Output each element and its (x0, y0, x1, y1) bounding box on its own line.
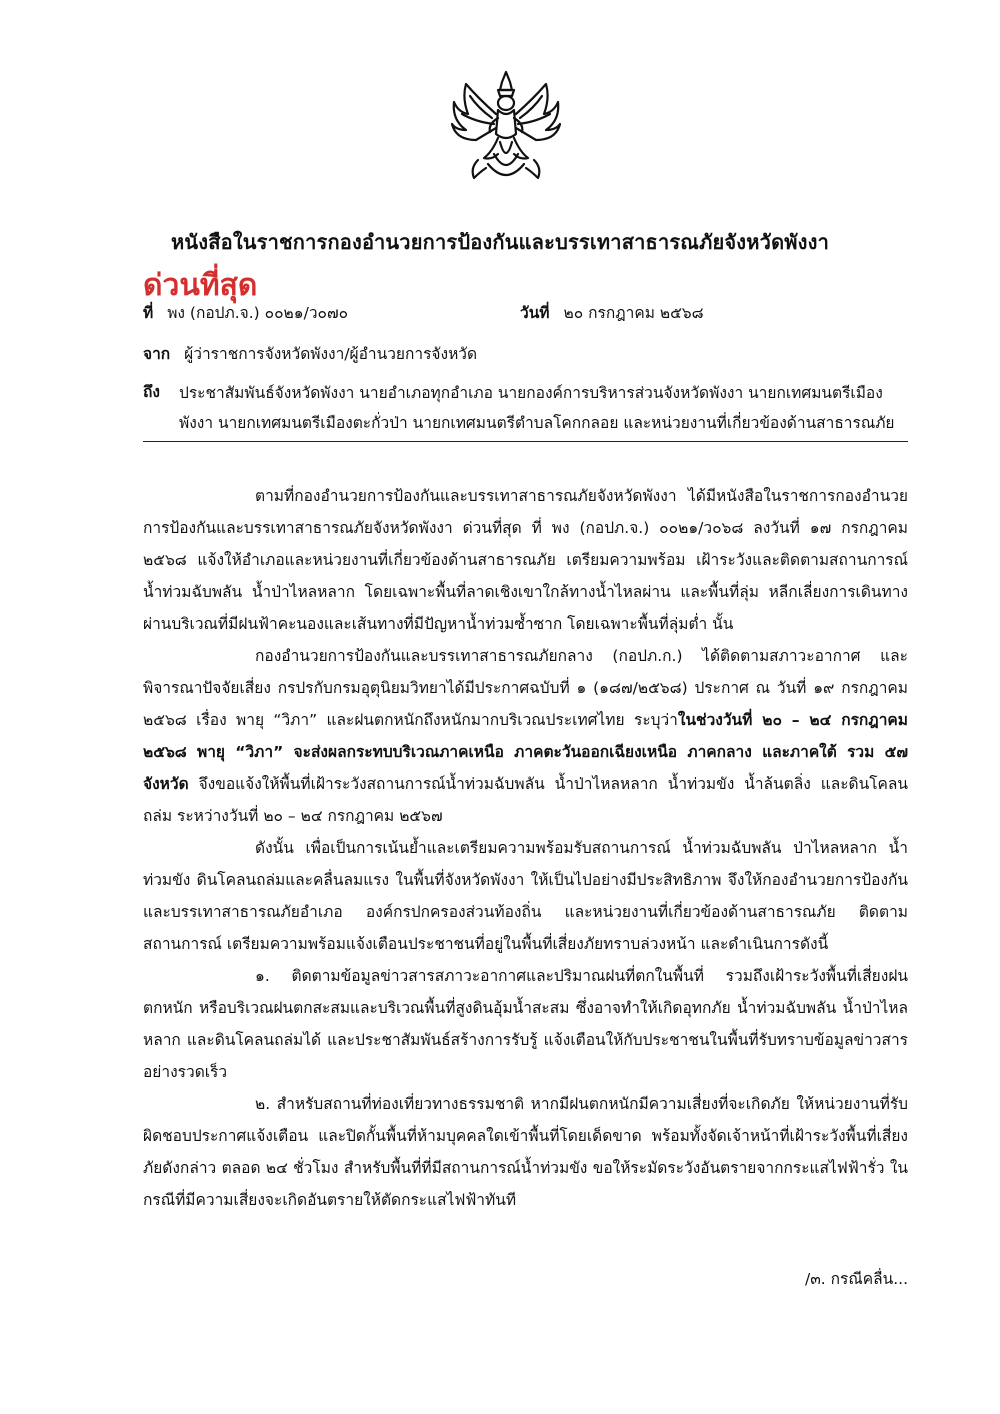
document-date-value: ๒๐ กรกฎาคม ๒๕๖๘ (563, 304, 704, 322)
paragraph-4: ๑. ติดตามข้อมูลข่าวสารสภาวะอากาศและปริมาณฝนที่ตกในพื้นที่ รวมถึงเฝ้าระวังพื้นที่เสี่ยงฝนตกหนัก หรือบริเวณฝนตกสะสมและบริเวณพื้นที่สูงดินอุ้มน้ำสะสม ซึ่งอาจทำให้เกิดอุทกภัย น้ำท่วมฉับพลัน น้ำป่าไหลหลาก และดินโคลนถล่มได้ และประชาสัมพันธ์สร้างการรับรู้ แจ้งเตือนให้กับประชาชนในพื้นที่รับทราบข้อมูลข่าวสารอย่างรวดเร็ว (143, 967, 908, 1081)
document-title: หนังสือในราชการกองอำนวยการป้องกันและบรรเทาสาธารณภัยจังหวัดพังงา (170, 230, 830, 254)
document-number-value: พง (กอปภ.จ.) ๐๐๒๑/ว๐๗๐ (167, 304, 349, 322)
paragraph-2-intro: กองอำนวยการป้องกันและบรรเทาสาธารณภัยกลาง (กอปภ.ก.) ได้ติดตามสภาวะอากาศ และพิจารณาปัจจัยเสี่ยง กรปรกับกรมอุตุนิยมวิทยาได้มีประกาศฉบับที่ ๑ (๑๘๗/๒๕๖๘) ประกาศ ณ วันที่ ๑๙ กรกฎาคม ๒๕๖๘ เรื่อง พายุ “วิภา” และฝนตกหนักถึงหนักมากบริเวณประเทศไทย ระบุว่า (143, 647, 908, 729)
document-body (143, 480, 908, 1216)
from-line (143, 347, 477, 363)
from-label: จาก (143, 345, 171, 363)
urgency-label: ด่วนที่สุด (143, 268, 258, 303)
paragraph-2 (143, 640, 908, 832)
garuda-emblem-icon (448, 68, 564, 188)
document-number (143, 306, 348, 322)
from-value: ผู้ว่าราชการจังหวัดพังงา/ผู้อำนวยการจังหวัด (184, 345, 478, 363)
header-divider (143, 441, 908, 442)
document-number-label: ที่ (143, 304, 154, 322)
paragraph-5: ๒. สำหรับสถานที่ท่องเที่ยวทางธรรมชาติ หากมีฝนตกหนักมีความเสี่ยงที่จะเกิดภัย ให้หน่วยงานที่รับผิดชอบประกาศแจ้งเตือน และปิดกั้นพื้นที่ห้ามบุคคลใดเข้าพื้นที่โดยเด็ดขาด พร้อมทั้งจัดเจ้าหน้าที่เฝ้าระวังพื้นที่เสี่ยงภัยดังกล่าว ตลอด ๒๔ ชั่วโมง สำหรับพื้นที่ที่มีสถานการณ์น้ำท่วมขัง ขอให้ระมัดระวังอันตรายจากกระแสไฟฟ้ารั่ว ในกรณีที่มีความเสี่ยงจะเกิดอันตรายให้ตัดกระแสไฟฟ้าทันที (143, 1095, 908, 1209)
to-value: ประชาสัมพันธ์จังหวัดพังงา นายอำเภอทุกอำเภอ นายกองค์การบริหารส่วนจังหวัดพังงา นายกเทศมนตรีเมืองพังงา นายกเทศมนตรีเมืองตะกั่วป่า นายกเทศมนตรีตำบลโคกกลอย และหน่วยงานที่เกี่ยวข้องด้านสาธารณภัย (179, 384, 895, 432)
document-date-label: วันที่ (520, 304, 550, 322)
to-label: ถึง (143, 383, 160, 401)
paragraph-1: ตามที่กองอำนวยการป้องกันและบรรเทาสาธารณภัยจังหวัดพังงา ได้มีหนังสือในราชการกองอำนวยการป้องกันและบรรเทาสาธารณภัยจังหวัดพังงา ด่วนที่สุด ที่ พง (กอปภ.จ.) ๐๐๒๑/ว๐๖๘ ลงวันที่ ๑๗ กรกฎาคม ๒๕๖๘ แจ้งให้อำเภอและหน่วยงานที่เกี่ยวข้องด้านสาธารณภัย เตรียมความพร้อม เฝ้าระวังและติดตามสถานการณ์น้ำท่วมฉับพลัน น้ำป่าไหลหลาก โดยเฉพาะพื้นที่ลาดเชิงเขาใกล้ทางน้ำไหลผ่าน และพื้นที่ลุ่ม หลีกเลี่ยงการเดินทางผ่านบริเวณที่มีฝนฟ้าคะนองและเส้นทางที่มีปัญหาน้ำท่วมซ้ำซาก โดยเฉพาะพื้นที่ลุ่มต่ำ นั้น (143, 487, 908, 633)
continuation-note: /๓. กรณีคลื่น... (804, 1270, 908, 1288)
to-line (143, 385, 913, 438)
paragraph-3: ดังนั้น เพื่อเป็นการเน้นย้ำและเตรียมความพร้อมรับสถานการณ์ น้ำท่วมฉับพลัน ป่าไหลหลาก น้ำท่วมขัง ดินโคลนถล่มและคลื่นลมแรง ในพื้นที่จังหวัดพังงา ให้เป็นไปอย่างมีประสิทธิภาพ จึงให้กองอำนวยการป้องกันและบรรเทาสาธารณภัยอำเภอ องค์กรปกครองส่วนท้องถิ่น และหน่วยงานที่เกี่ยวข้องด้านสาธารณภัย ติดตามสถานการณ์ เตรียมความพร้อมแจ้งเตือนประชาชนที่อยู่ในพื้นที่เสี่ยงภัยทราบล่วงหน้า และดำเนินการดังนี้ (143, 839, 908, 953)
paragraph-2-highlight: ในช่วงวันที่ ๒๐ – ๒๔ กรกฎาคม ๒๕๖๘ พายุ “วิภา” จะส่งผลกระทบบริเวณภาคเหนือ ภาคตะวันออกเฉียงเหนือ ภาคกลาง และภาคใต้ รวม ๕๗ จังหวัด (143, 711, 908, 793)
document-date (520, 306, 704, 322)
paragraph-2-end: จึงขอแจ้งให้พื้นที่เฝ้าระวังสถานการณ์น้ำท่วมฉับพลัน น้ำป่าไหลหลาก น้ำท่วมขัง น้ำล้นตลิ่ง และดินโคลนถล่ม ระหว่างวันที่ ๒๐ – ๒๔ กรกฎาคม ๒๕๖๗ (143, 775, 908, 825)
